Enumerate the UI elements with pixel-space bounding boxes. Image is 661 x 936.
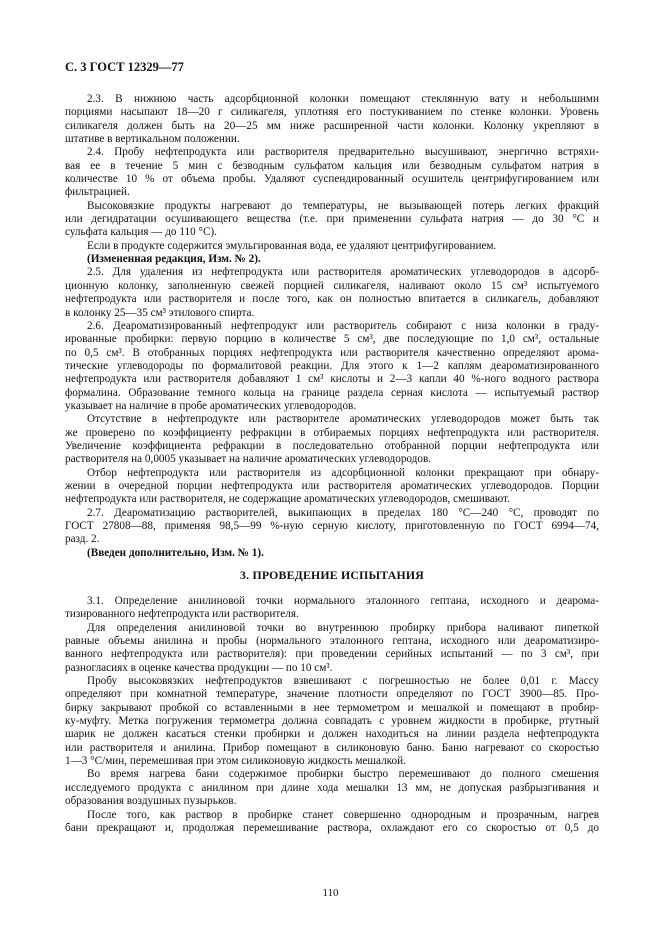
paragraph xyxy=(65,200,599,240)
text-line: формалина. Образование темного кольца на границе раздела серная кислота — испытуемый раствор xyxy=(65,386,599,399)
text-line: растворителя на 0,0005 указывает на наличие ароматических углеводородов. xyxy=(65,453,432,466)
text-line: После того, как раствор в пробирке станет совершенно однородным и прозрачным, нагрев xyxy=(87,808,599,821)
text-line: в колонку 25—35 см³ этилового спирта. xyxy=(65,306,255,319)
text-line: ГОСТ 27808—88, применяя 98,5—99 %-ную серную кислоту, приготовленную по ГОСТ 6994—74, xyxy=(65,520,599,532)
text-line: бирку закрывают пробкой со вставленными в нее термометром и мешалкой и помещают в пробир- xyxy=(65,701,599,714)
text-line: жении в очередной порции нефтепродукта или растворителя ароматических углеводородов. Порции xyxy=(65,479,599,492)
text-line: Пробу высоковязких нефтепродуктов взвешивают с погрешностью не более 0,01 г. Массу xyxy=(87,675,599,688)
text-line: ванного нефтепродукта или растворителя): при проведении серийных испытаний — по 3 см³, при xyxy=(65,648,599,661)
paragraph xyxy=(65,240,599,253)
text-line: 2.5. Для удаления из нефтепродукта или растворителя ароматических углеводородов в адсорб- xyxy=(87,266,599,279)
text-line: определяют при комнатной температуре, значение плотности определяют по ГОСТ 3900—85. Про- xyxy=(65,688,599,701)
text-line: же проверено по коэффициенту рефракции в отбираемых порциях нефтепродукта или растворителя. xyxy=(65,426,599,439)
text-line: штативе в вертикальном положении. xyxy=(65,133,240,146)
text-line: по 0,5 см³. В отобранных порциях нефтепродукта или растворителя качественно определяют арома- xyxy=(65,346,599,359)
text-line: сульфата кальция — до 110 °С). xyxy=(65,226,217,239)
text-line: фильтрацией. xyxy=(65,186,130,199)
paragraph xyxy=(65,675,599,768)
paragraph xyxy=(65,622,599,675)
paragraph xyxy=(65,93,599,146)
text-line: ированные пробирки: первую порцию в количестве 5 см³, две последующие по 1,0 см³, остальные xyxy=(65,333,599,346)
text-line: шарик не должен касаться стенки пробирки и должен находиться на линии раздела нефтепродукта xyxy=(65,728,599,741)
text-line: тизированного нефтепродукта или растворителя. xyxy=(65,608,299,621)
text-line: нефтепродукта или растворителя и после того, как он полностью впитается в силикагель, добавляют xyxy=(65,293,599,306)
text-line: силикагеля должен быть на 20—25 мм ниже расширенной части колонки. Колонку укрепляют в xyxy=(65,119,599,132)
text-line: указывает на наличие в пробе ароматических углеводородов. xyxy=(65,399,357,412)
text-line: тические углеводороды по формалитовой реакции. Для этого к 1—2 каплям деароматизированного xyxy=(65,359,599,372)
text-line: Во время нагрева бани содержимое пробирки быстро перемешивают до полного смешения xyxy=(87,768,599,781)
text-line: или дегидратации осушивающего вещества (т.е. при применении сульфата натрия — до 30 °С и xyxy=(65,213,599,226)
text-line: порциями насыпают 18—20 г силикагеля, уплотняя его постукиванием по стенке колонки. Уровень xyxy=(65,106,599,119)
text-line: нефтепродукта или растворителя, не содержащие ароматических углеводородов, смешивают. xyxy=(65,493,510,506)
text-line: 2.4. Пробу нефтепродукта или растворителя предварительно высушивают, энергично встряхи- xyxy=(87,146,599,159)
text-line: Для определения анилиновой точки во внутреннюю пробирку прибора наливают пипеткой xyxy=(87,621,599,634)
section-3-body xyxy=(65,595,599,835)
text-line: Высоковязкие продукты нагревают до температуры, не вызывающей потерь легких фракций xyxy=(87,199,599,212)
paragraph xyxy=(65,809,599,836)
text-line: разногласиях в оценке качества продукции — по 10 см³. xyxy=(65,661,333,674)
text-line: исследуемого продукта с анилином при длине хода мешалки 13 мм, не допуская разбрызгивания и xyxy=(65,781,599,794)
text-line: разд. 2. xyxy=(65,533,100,546)
paragraph xyxy=(65,266,599,319)
text-line: бани прекращают и, продолжая перемешивание раствора, охлаждают его со скоростью от 0,5 до xyxy=(65,821,599,834)
paragraph xyxy=(65,413,599,466)
text-line: 3.1. Определение анилиновой точки нормального эталонного гептана, исходного и деарома- xyxy=(87,595,599,607)
paragraph xyxy=(65,253,599,266)
text-line: нефтепродукта или растворителя добавляют 1 см³ кислоты и 2—3 капли 40 %-ного водного раствора xyxy=(65,373,599,386)
text-line: 2.6. Деароматизированный нефтепродукт или растворитель собирают с низа колонки в граду- xyxy=(87,319,599,332)
text-line: (Измененная редакция, Изм. № 2). xyxy=(87,253,261,266)
text-line: вая ее в течение 5 мин с безводным сульфатом кальция или безводным сульфатом натрия в xyxy=(65,159,599,172)
text-line: равные объемы анилина и пробы (нормального эталонного гептана, исходного или деароматизиро- xyxy=(65,635,599,648)
text-line: 2.7. Деароматизацию растворителей, выкипающих в пределах 180 °С—240 °С, проводят по xyxy=(87,506,599,519)
paragraph xyxy=(65,467,599,507)
text-line: Отсутствие в нефтепродукте или растворителе ароматических углеводородов может быть так xyxy=(87,413,599,426)
section-2-body xyxy=(65,93,599,560)
paragraph xyxy=(65,547,599,560)
text-line: 1—3 °С/мин, перемешивая при этом силиконовую жидкость мешалкой. xyxy=(65,755,406,768)
text-line: 2.3. В нижнюю часть адсорбционной колонки помещают стеклянную вату и небольшими xyxy=(87,93,599,105)
paragraph xyxy=(65,768,599,808)
text-line: ционную колонку, заполненную свежей порцией силикагеля, наливают около 15 см³ испытуемого xyxy=(65,279,599,292)
paragraph xyxy=(65,320,599,413)
text-line: образования воздушных пузырьков. xyxy=(65,795,237,808)
text-line: Увеличение коэффициента рефракции в последовательно отобранной порции нефтепродукта или xyxy=(65,439,599,452)
paragraph xyxy=(65,595,599,622)
paragraph xyxy=(65,146,599,199)
text-line: Если в продукте содержится эмульгированная вода, ее удаляют центрифугированием. xyxy=(87,239,497,252)
text-line: ку-муфту. Метка погружения термометра должна совпадать с уровнем жидкости в пробирке, ртутный xyxy=(65,715,599,728)
paragraph xyxy=(65,507,599,547)
text-line: Отбор нефтепродукта или растворителя из адсорбционной колонки прекращают при обнару- xyxy=(87,466,599,479)
page-header: С. 3 ГОСТ 12329—77 xyxy=(65,60,184,74)
text-line: или растворителя и анилина. Прибор помещают в силиконовую баню. Баню нагревают со скоростью xyxy=(65,741,599,754)
page-number: 110 xyxy=(322,887,339,899)
text-line: (Введен дополнительно, Изм. № 1). xyxy=(87,546,264,559)
text-line: количестве 10 % от объема пробы. Удаляют суспендированный осушитель центрифугированием или xyxy=(65,173,599,186)
section-heading: 3. ПРОВЕДЕНИЕ ИСПЫТАНИЯ xyxy=(240,568,424,582)
